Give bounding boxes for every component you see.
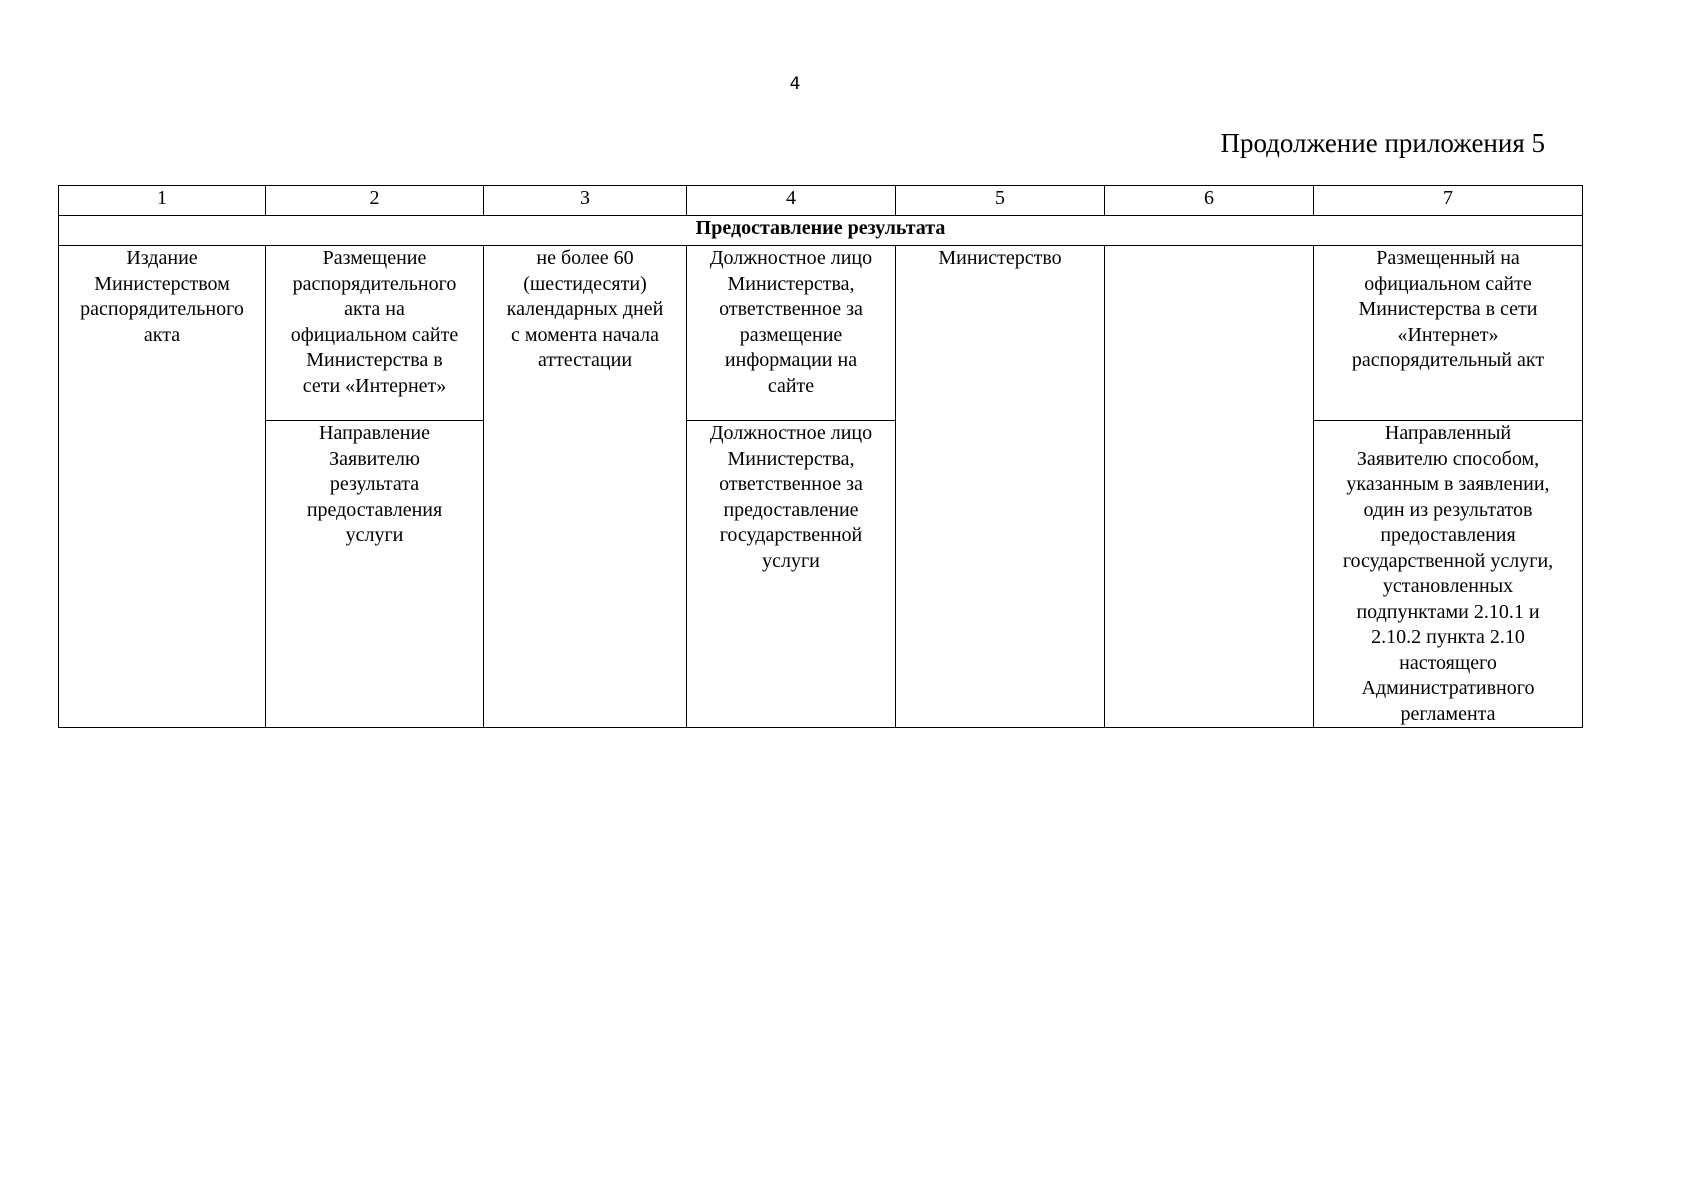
appendix-title: Продолжение приложения 5 [1220, 128, 1545, 158]
criteria-cell [1105, 246, 1314, 728]
column-number-cell: 3 [484, 186, 687, 216]
column-number-cell: 2 [266, 186, 484, 216]
column-number-cell: 4 [687, 186, 896, 216]
action-cell: Издание Министерством распорядительного акта [59, 246, 266, 728]
column-number-row [59, 186, 1583, 216]
section-row [59, 216, 1583, 246]
deadline-cell: не более 60 (шестидесяти) календарных дней с момента начала аттестации [484, 246, 687, 728]
table-row [59, 246, 1583, 421]
responsible-cell: Должностное лицо Министерства, ответственное за размещение информации на сайте [687, 246, 896, 421]
column-number-cell: 1 [59, 186, 266, 216]
section-title: Предоставление результата [59, 216, 1583, 246]
column-number-cell: 6 [1105, 186, 1314, 216]
procedure-table [58, 185, 1583, 728]
page-number: 4 [789, 74, 801, 94]
table-row [59, 421, 1583, 728]
procedure-cell: Направление Заявителю результата предоставления услуги [266, 421, 484, 728]
place-cell: Министерство [896, 246, 1105, 728]
result-cell: Размещенный на официальном сайте Министерства в сети «Интернет» распорядительный акт [1314, 246, 1583, 421]
result-cell: Направленный Заявителю способом, указанным в заявлении, один из результатов предоставления государственной услуги, установленных подпунктами 2.10.1 и 2.10.2 пункта 2.10 настоящего Административного регламента [1314, 421, 1583, 728]
column-number-cell: 7 [1314, 186, 1583, 216]
responsible-cell: Должностное лицо Министерства, ответственное за предоставление государственной услуги [687, 421, 896, 728]
column-number-cell: 5 [896, 186, 1105, 216]
procedure-cell: Размещение распорядительного акта на официальном сайте Министерства в сети «Интернет» [266, 246, 484, 421]
